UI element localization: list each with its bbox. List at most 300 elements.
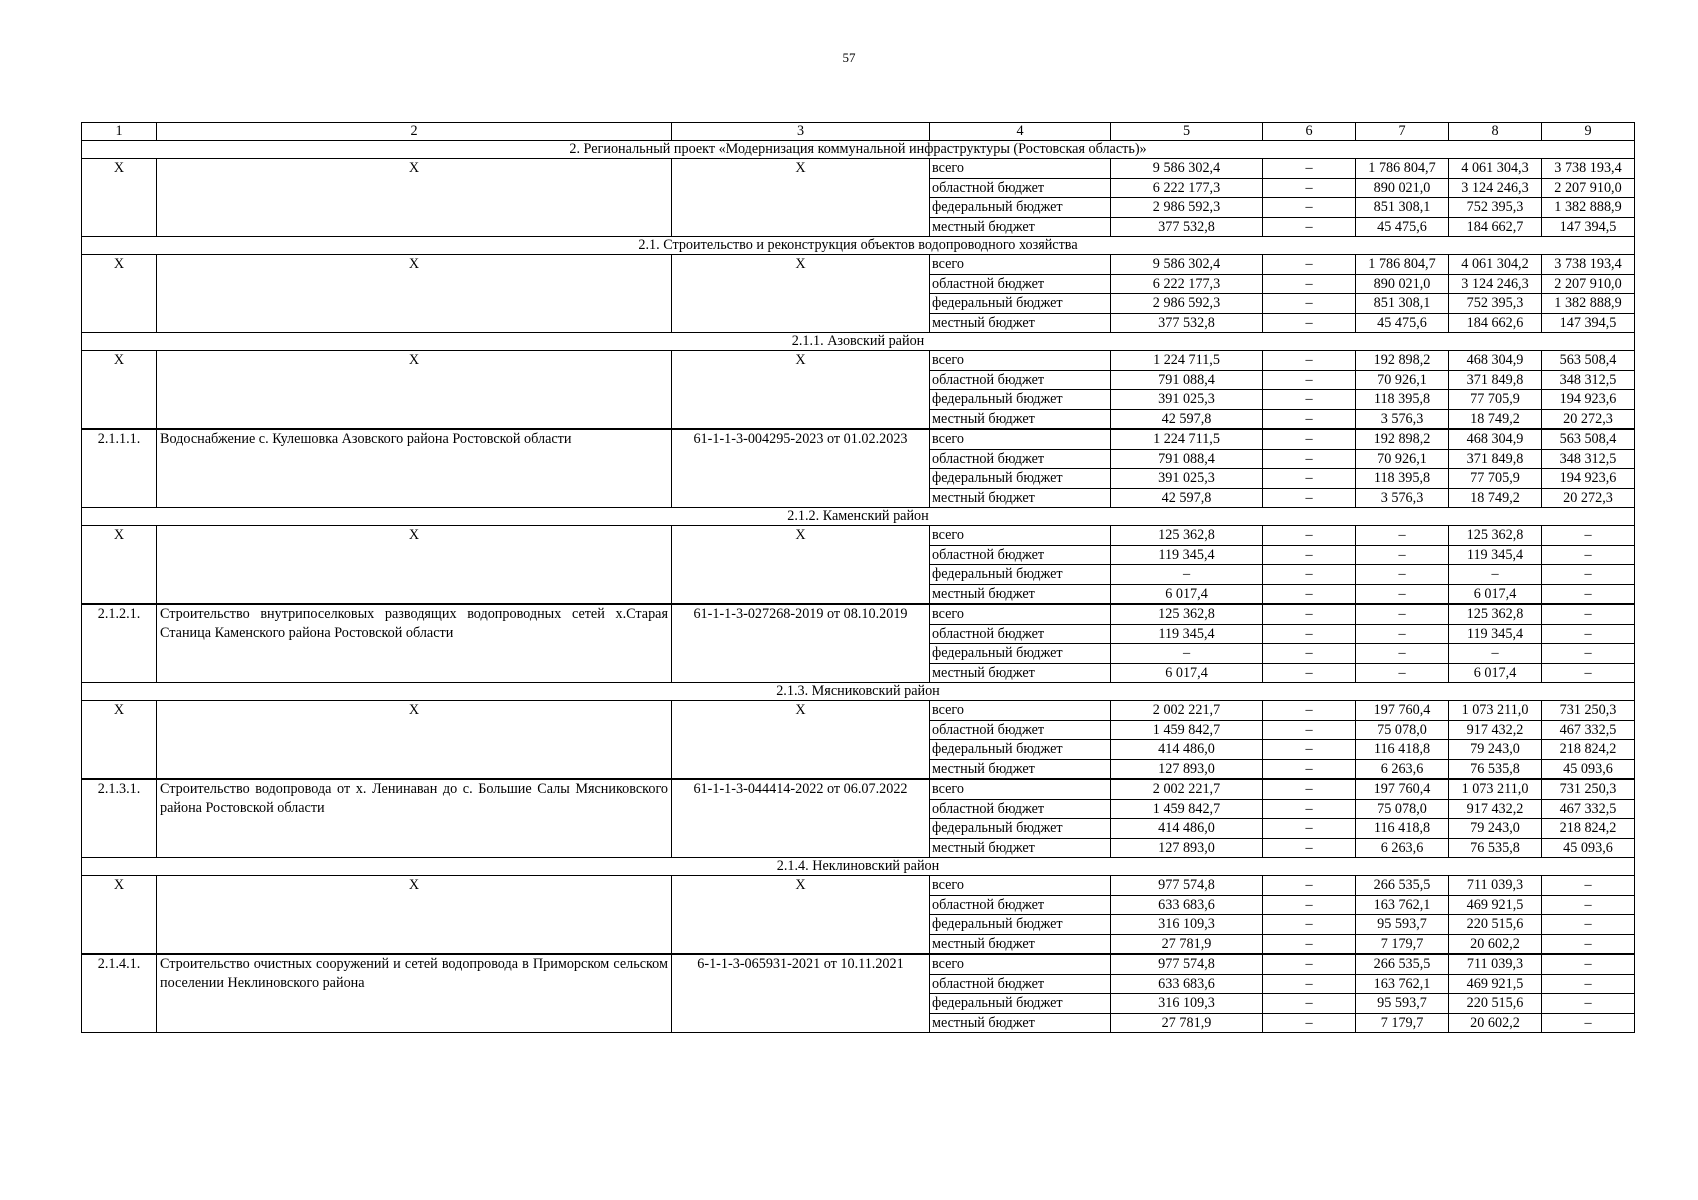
amount-cell: –: [1263, 294, 1356, 314]
funding-source: областной бюджет: [930, 449, 1111, 469]
amount-cell: 377 532,8: [1111, 313, 1263, 333]
amount-cell: –: [1263, 934, 1356, 954]
amount-cell: 192 898,2: [1356, 351, 1449, 371]
row-number: Х: [82, 351, 157, 430]
funding-source: областной бюджет: [930, 624, 1111, 644]
amount-cell: 1 382 888,9: [1542, 294, 1635, 314]
amount-cell: –: [1263, 370, 1356, 390]
amount-cell: –: [1263, 895, 1356, 915]
amount-cell: 266 535,5: [1356, 954, 1449, 974]
amount-cell: 791 088,4: [1111, 449, 1263, 469]
funding-source: всего: [930, 604, 1111, 624]
amount-cell: –: [1263, 313, 1356, 333]
amount-cell: –: [1263, 740, 1356, 760]
amount-cell: 6 222 177,3: [1111, 178, 1263, 198]
amount-cell: 3 738 193,4: [1542, 255, 1635, 275]
amount-cell: 27 781,9: [1111, 934, 1263, 954]
amount-cell: –: [1263, 779, 1356, 799]
amount-cell: 752 395,3: [1449, 294, 1542, 314]
amount-cell: 467 332,5: [1542, 799, 1635, 819]
amount-cell: –: [1356, 663, 1449, 683]
amount-cell: 18 749,2: [1449, 409, 1542, 429]
amount-cell: 147 394,5: [1542, 313, 1635, 333]
amount-cell: 851 308,1: [1356, 294, 1449, 314]
funding-source: федеральный бюджет: [930, 198, 1111, 218]
funding-source: местный бюджет: [930, 759, 1111, 779]
amount-cell: 77 705,9: [1449, 469, 1542, 489]
amount-cell: 27 781,9: [1111, 1013, 1263, 1033]
amount-cell: 371 849,8: [1449, 370, 1542, 390]
amount-cell: 731 250,3: [1542, 701, 1635, 721]
amount-cell: 119 345,4: [1111, 624, 1263, 644]
amount-cell: 391 025,3: [1111, 390, 1263, 410]
amount-cell: 20 272,3: [1542, 488, 1635, 508]
amount-cell: –: [1542, 994, 1635, 1014]
amount-cell: –: [1263, 159, 1356, 179]
row-number: Х: [82, 701, 157, 780]
amount-cell: 118 395,8: [1356, 390, 1449, 410]
funding-source: федеральный бюджет: [930, 994, 1111, 1014]
section-title-row: [82, 858, 1635, 876]
amount-cell: 218 824,2: [1542, 819, 1635, 839]
amount-cell: 95 593,7: [1356, 915, 1449, 935]
funding-source: местный бюджет: [930, 488, 1111, 508]
amount-cell: 42 597,8: [1111, 409, 1263, 429]
amount-cell: –: [1542, 934, 1635, 954]
table-row: [82, 876, 1635, 896]
header-cell: 7: [1356, 123, 1449, 141]
amount-cell: 266 535,5: [1356, 876, 1449, 896]
amount-cell: –: [1263, 1013, 1356, 1033]
amount-cell: –: [1263, 759, 1356, 779]
funding-source: областной бюджет: [930, 720, 1111, 740]
amount-cell: 6 017,4: [1449, 663, 1542, 683]
amount-cell: 851 308,1: [1356, 198, 1449, 218]
section-title-row: [82, 141, 1635, 159]
funding-source: федеральный бюджет: [930, 915, 1111, 935]
amount-cell: 197 760,4: [1356, 779, 1449, 799]
registry-code: Х: [672, 701, 930, 780]
table-row: [82, 159, 1635, 179]
amount-cell: 125 362,8: [1111, 526, 1263, 546]
amount-cell: 6 017,4: [1111, 584, 1263, 604]
table-row: [82, 526, 1635, 546]
amount-cell: –: [1356, 644, 1449, 664]
amount-cell: 45 475,6: [1356, 217, 1449, 237]
amount-cell: 116 418,8: [1356, 740, 1449, 760]
registry-code: Х: [672, 876, 930, 955]
amount-cell: 563 508,4: [1542, 429, 1635, 449]
amount-cell: –: [1263, 644, 1356, 664]
funding-source: всего: [930, 876, 1111, 896]
amount-cell: –: [1263, 876, 1356, 896]
amount-cell: –: [1263, 819, 1356, 839]
amount-cell: 633 683,6: [1111, 895, 1263, 915]
amount-cell: 6 222 177,3: [1111, 274, 1263, 294]
object-name: Строительство водопровода от х. Ленинаван до с. Большие Салы Мясниковского района Ростовской области: [157, 779, 672, 858]
object-name: Строительство внутрипоселковых разводящих водопроводных сетей х.Старая Станица Каменского района Ростовской области: [157, 604, 672, 683]
section-title-row: [82, 333, 1635, 351]
amount-cell: 163 762,1: [1356, 895, 1449, 915]
amount-cell: –: [1356, 584, 1449, 604]
table-row: [82, 429, 1635, 449]
funding-source: местный бюджет: [930, 663, 1111, 683]
amount-cell: 2 207 910,0: [1542, 274, 1635, 294]
amount-cell: –: [1263, 604, 1356, 624]
funding-source: местный бюджет: [930, 934, 1111, 954]
amount-cell: 220 515,6: [1449, 915, 1542, 935]
amount-cell: –: [1263, 198, 1356, 218]
table-row: [82, 954, 1635, 974]
amount-cell: 119 345,4: [1111, 545, 1263, 565]
funding-source: областной бюджет: [930, 974, 1111, 994]
amount-cell: –: [1263, 584, 1356, 604]
funding-source: всего: [930, 429, 1111, 449]
section-title: 2.1. Строительство и реконструкция объектов водопроводного хозяйства: [82, 237, 1635, 255]
amount-cell: 1 224 711,5: [1111, 351, 1263, 371]
amount-cell: 192 898,2: [1356, 429, 1449, 449]
amount-cell: –: [1263, 701, 1356, 721]
amount-cell: 197 760,4: [1356, 701, 1449, 721]
amount-cell: 791 088,4: [1111, 370, 1263, 390]
amount-cell: 348 312,5: [1542, 449, 1635, 469]
amount-cell: –: [1542, 526, 1635, 546]
section-title-row: [82, 508, 1635, 526]
funding-source: всего: [930, 954, 1111, 974]
amount-cell: –: [1449, 644, 1542, 664]
amount-cell: 20 272,3: [1542, 409, 1635, 429]
amount-cell: 79 243,0: [1449, 740, 1542, 760]
amount-cell: 76 535,8: [1449, 759, 1542, 779]
funding-source: всего: [930, 701, 1111, 721]
amount-cell: 467 332,5: [1542, 720, 1635, 740]
amount-cell: 119 345,4: [1449, 545, 1542, 565]
amount-cell: 711 039,3: [1449, 954, 1542, 974]
table-row: [82, 255, 1635, 275]
funding-source: областной бюджет: [930, 545, 1111, 565]
amount-cell: –: [1263, 274, 1356, 294]
amount-cell: 116 418,8: [1356, 819, 1449, 839]
header-cell: 2: [157, 123, 672, 141]
row-number: Х: [82, 159, 157, 237]
amount-cell: 9 586 302,4: [1111, 255, 1263, 275]
registry-code: Х: [672, 255, 930, 333]
amount-cell: 119 345,4: [1449, 624, 1542, 644]
amount-cell: –: [1263, 390, 1356, 410]
budget-table-body: [82, 123, 1635, 1033]
amount-cell: –: [1542, 1013, 1635, 1033]
amount-cell: 7 179,7: [1356, 934, 1449, 954]
amount-cell: 731 250,3: [1542, 779, 1635, 799]
amount-cell: 1 459 842,7: [1111, 720, 1263, 740]
amount-cell: –: [1263, 915, 1356, 935]
funding-source: федеральный бюджет: [930, 294, 1111, 314]
table-row: [82, 779, 1635, 799]
amount-cell: 2 207 910,0: [1542, 178, 1635, 198]
amount-cell: 414 486,0: [1111, 740, 1263, 760]
amount-cell: 75 078,0: [1356, 720, 1449, 740]
amount-cell: –: [1263, 449, 1356, 469]
amount-cell: –: [1263, 974, 1356, 994]
funding-source: всего: [930, 159, 1111, 179]
amount-cell: –: [1263, 838, 1356, 858]
amount-cell: 76 535,8: [1449, 838, 1542, 858]
amount-cell: –: [1542, 974, 1635, 994]
funding-source: местный бюджет: [930, 217, 1111, 237]
amount-cell: –: [1263, 469, 1356, 489]
object-name: Х: [157, 876, 672, 955]
funding-source: областной бюджет: [930, 799, 1111, 819]
amount-cell: 184 662,6: [1449, 313, 1542, 333]
header-row: [82, 123, 1635, 141]
registry-code: 61-1-1-3-004295-2023 от 01.02.2023: [672, 429, 930, 508]
table-row: [82, 351, 1635, 371]
amount-cell: –: [1263, 488, 1356, 508]
amount-cell: 42 597,8: [1111, 488, 1263, 508]
amount-cell: 194 923,6: [1542, 469, 1635, 489]
amount-cell: 1 224 711,5: [1111, 429, 1263, 449]
amount-cell: 4 061 304,3: [1449, 159, 1542, 179]
amount-cell: 1 382 888,9: [1542, 198, 1635, 218]
amount-cell: –: [1542, 545, 1635, 565]
amount-cell: 220 515,6: [1449, 994, 1542, 1014]
amount-cell: 1 073 211,0: [1449, 779, 1542, 799]
object-name: Х: [157, 159, 672, 237]
amount-cell: 977 574,8: [1111, 876, 1263, 896]
funding-source: всего: [930, 779, 1111, 799]
amount-cell: 3 738 193,4: [1542, 159, 1635, 179]
amount-cell: –: [1542, 876, 1635, 896]
funding-source: местный бюджет: [930, 313, 1111, 333]
amount-cell: –: [1263, 954, 1356, 974]
registry-code: 61-1-1-3-027268-2019 от 08.10.2019: [672, 604, 930, 683]
funding-source: областной бюджет: [930, 895, 1111, 915]
amount-cell: 377 532,8: [1111, 217, 1263, 237]
amount-cell: 890 021,0: [1356, 274, 1449, 294]
amount-cell: –: [1263, 429, 1356, 449]
amount-cell: –: [1263, 624, 1356, 644]
amount-cell: 163 762,1: [1356, 974, 1449, 994]
amount-cell: 127 893,0: [1111, 838, 1263, 858]
amount-cell: 70 926,1: [1356, 449, 1449, 469]
funding-source: федеральный бюджет: [930, 390, 1111, 410]
amount-cell: 3 124 246,3: [1449, 274, 1542, 294]
amount-cell: 391 025,3: [1111, 469, 1263, 489]
amount-cell: 125 362,8: [1449, 526, 1542, 546]
amount-cell: –: [1542, 644, 1635, 664]
amount-cell: –: [1542, 584, 1635, 604]
funding-source: областной бюджет: [930, 274, 1111, 294]
amount-cell: 977 574,8: [1111, 954, 1263, 974]
amount-cell: 917 432,2: [1449, 799, 1542, 819]
registry-code: 6-1-1-3-065931-2021 от 10.11.2021: [672, 954, 930, 1033]
amount-cell: –: [1542, 604, 1635, 624]
amount-cell: 18 749,2: [1449, 488, 1542, 508]
amount-cell: –: [1263, 720, 1356, 740]
amount-cell: 2 986 592,3: [1111, 294, 1263, 314]
amount-cell: 194 923,6: [1542, 390, 1635, 410]
amount-cell: –: [1542, 565, 1635, 585]
header-cell: 6: [1263, 123, 1356, 141]
funding-source: местный бюджет: [930, 838, 1111, 858]
amount-cell: 3 576,3: [1356, 409, 1449, 429]
object-name: Х: [157, 255, 672, 333]
amount-cell: 127 893,0: [1111, 759, 1263, 779]
header-cell: 8: [1449, 123, 1542, 141]
amount-cell: 218 824,2: [1542, 740, 1635, 760]
amount-cell: 469 921,5: [1449, 974, 1542, 994]
amount-cell: 7 179,7: [1356, 1013, 1449, 1033]
registry-code: Х: [672, 351, 930, 430]
amount-cell: 184 662,7: [1449, 217, 1542, 237]
amount-cell: 316 109,3: [1111, 994, 1263, 1014]
funding-source: федеральный бюджет: [930, 644, 1111, 664]
amount-cell: 469 921,5: [1449, 895, 1542, 915]
amount-cell: 1 786 804,7: [1356, 159, 1449, 179]
funding-source: федеральный бюджет: [930, 469, 1111, 489]
amount-cell: 6 017,4: [1449, 584, 1542, 604]
amount-cell: 77 705,9: [1449, 390, 1542, 410]
header-cell: 5: [1111, 123, 1263, 141]
amount-cell: 4 061 304,2: [1449, 255, 1542, 275]
amount-cell: 45 093,6: [1542, 838, 1635, 858]
section-title: 2. Региональный проект «Модернизация коммунальной инфраструктуры (Ростовская область)»: [82, 141, 1635, 159]
amount-cell: 125 362,8: [1111, 604, 1263, 624]
registry-code: 61-1-1-3-044414-2022 от 06.07.2022: [672, 779, 930, 858]
row-number: Х: [82, 876, 157, 955]
amount-cell: 3 124 246,3: [1449, 178, 1542, 198]
funding-source: всего: [930, 255, 1111, 275]
amount-cell: 125 362,8: [1449, 604, 1542, 624]
amount-cell: 917 432,2: [1449, 720, 1542, 740]
amount-cell: 45 093,6: [1542, 759, 1635, 779]
amount-cell: –: [1542, 954, 1635, 974]
section-title-row: [82, 237, 1635, 255]
amount-cell: 1 459 842,7: [1111, 799, 1263, 819]
amount-cell: –: [1356, 545, 1449, 565]
amount-cell: –: [1263, 217, 1356, 237]
amount-cell: –: [1263, 351, 1356, 371]
registry-code: Х: [672, 526, 930, 605]
amount-cell: 70 926,1: [1356, 370, 1449, 390]
page-number: 57: [842, 50, 856, 65]
budget-table: [81, 122, 1635, 1033]
amount-cell: 633 683,6: [1111, 974, 1263, 994]
funding-source: местный бюджет: [930, 1013, 1111, 1033]
amount-cell: 316 109,3: [1111, 915, 1263, 935]
section-title-row: [82, 683, 1635, 701]
registry-code: Х: [672, 159, 930, 237]
amount-cell: –: [1542, 663, 1635, 683]
amount-cell: 2 002 221,7: [1111, 701, 1263, 721]
amount-cell: 890 021,0: [1356, 178, 1449, 198]
row-number: Х: [82, 526, 157, 605]
row-number: 2.1.1.1.: [82, 429, 157, 508]
header-cell: 9: [1542, 123, 1635, 141]
amount-cell: 2 002 221,7: [1111, 779, 1263, 799]
amount-cell: 1 786 804,7: [1356, 255, 1449, 275]
funding-source: всего: [930, 526, 1111, 546]
amount-cell: 147 394,5: [1542, 217, 1635, 237]
section-title: 2.1.2. Каменский район: [82, 508, 1635, 526]
amount-cell: –: [1263, 565, 1356, 585]
amount-cell: 95 593,7: [1356, 994, 1449, 1014]
amount-cell: –: [1111, 644, 1263, 664]
object-name: Водоснабжение с. Кулешовка Азовского района Ростовской области: [157, 429, 672, 508]
row-number: Х: [82, 255, 157, 333]
amount-cell: 6 263,6: [1356, 759, 1449, 779]
amount-cell: 75 078,0: [1356, 799, 1449, 819]
funding-source: федеральный бюджет: [930, 740, 1111, 760]
amount-cell: –: [1263, 545, 1356, 565]
header-cell: 3: [672, 123, 930, 141]
row-number: 2.1.2.1.: [82, 604, 157, 683]
amount-cell: 414 486,0: [1111, 819, 1263, 839]
section-title: 2.1.4. Неклиновский район: [82, 858, 1635, 876]
amount-cell: –: [1263, 255, 1356, 275]
funding-source: всего: [930, 351, 1111, 371]
funding-source: федеральный бюджет: [930, 565, 1111, 585]
amount-cell: 348 312,5: [1542, 370, 1635, 390]
object-name: Х: [157, 526, 672, 605]
amount-cell: 371 849,8: [1449, 449, 1542, 469]
amount-cell: –: [1356, 526, 1449, 546]
amount-cell: –: [1263, 663, 1356, 683]
amount-cell: –: [1263, 178, 1356, 198]
amount-cell: –: [1542, 895, 1635, 915]
amount-cell: –: [1542, 915, 1635, 935]
amount-cell: 468 304,9: [1449, 429, 1542, 449]
funding-source: местный бюджет: [930, 584, 1111, 604]
funding-source: федеральный бюджет: [930, 819, 1111, 839]
funding-source: областной бюджет: [930, 370, 1111, 390]
amount-cell: 752 395,3: [1449, 198, 1542, 218]
amount-cell: –: [1263, 799, 1356, 819]
amount-cell: –: [1356, 624, 1449, 644]
amount-cell: –: [1356, 604, 1449, 624]
amount-cell: –: [1263, 409, 1356, 429]
row-number: 2.1.3.1.: [82, 779, 157, 858]
funding-source: местный бюджет: [930, 409, 1111, 429]
amount-cell: –: [1263, 994, 1356, 1014]
amount-cell: –: [1356, 565, 1449, 585]
amount-cell: 20 602,2: [1449, 934, 1542, 954]
amount-cell: –: [1542, 624, 1635, 644]
table-row: [82, 604, 1635, 624]
amount-cell: 1 073 211,0: [1449, 701, 1542, 721]
object-name: Строительство очистных сооружений и сетей водопровода в Приморском сельском поселении Неклиновского района: [157, 954, 672, 1033]
amount-cell: 563 508,4: [1542, 351, 1635, 371]
section-title: 2.1.3. Мясниковский район: [82, 683, 1635, 701]
amount-cell: 20 602,2: [1449, 1013, 1542, 1033]
funding-source: областной бюджет: [930, 178, 1111, 198]
amount-cell: 468 304,9: [1449, 351, 1542, 371]
amount-cell: 45 475,6: [1356, 313, 1449, 333]
object-name: Х: [157, 701, 672, 780]
amount-cell: 711 039,3: [1449, 876, 1542, 896]
amount-cell: 3 576,3: [1356, 488, 1449, 508]
amount-cell: 9 586 302,4: [1111, 159, 1263, 179]
header-cell: 4: [930, 123, 1111, 141]
table-row: [82, 701, 1635, 721]
object-name: Х: [157, 351, 672, 430]
amount-cell: –: [1263, 526, 1356, 546]
header-cell: 1: [82, 123, 157, 141]
amount-cell: 2 986 592,3: [1111, 198, 1263, 218]
row-number: 2.1.4.1.: [82, 954, 157, 1033]
amount-cell: 6 017,4: [1111, 663, 1263, 683]
amount-cell: 79 243,0: [1449, 819, 1542, 839]
